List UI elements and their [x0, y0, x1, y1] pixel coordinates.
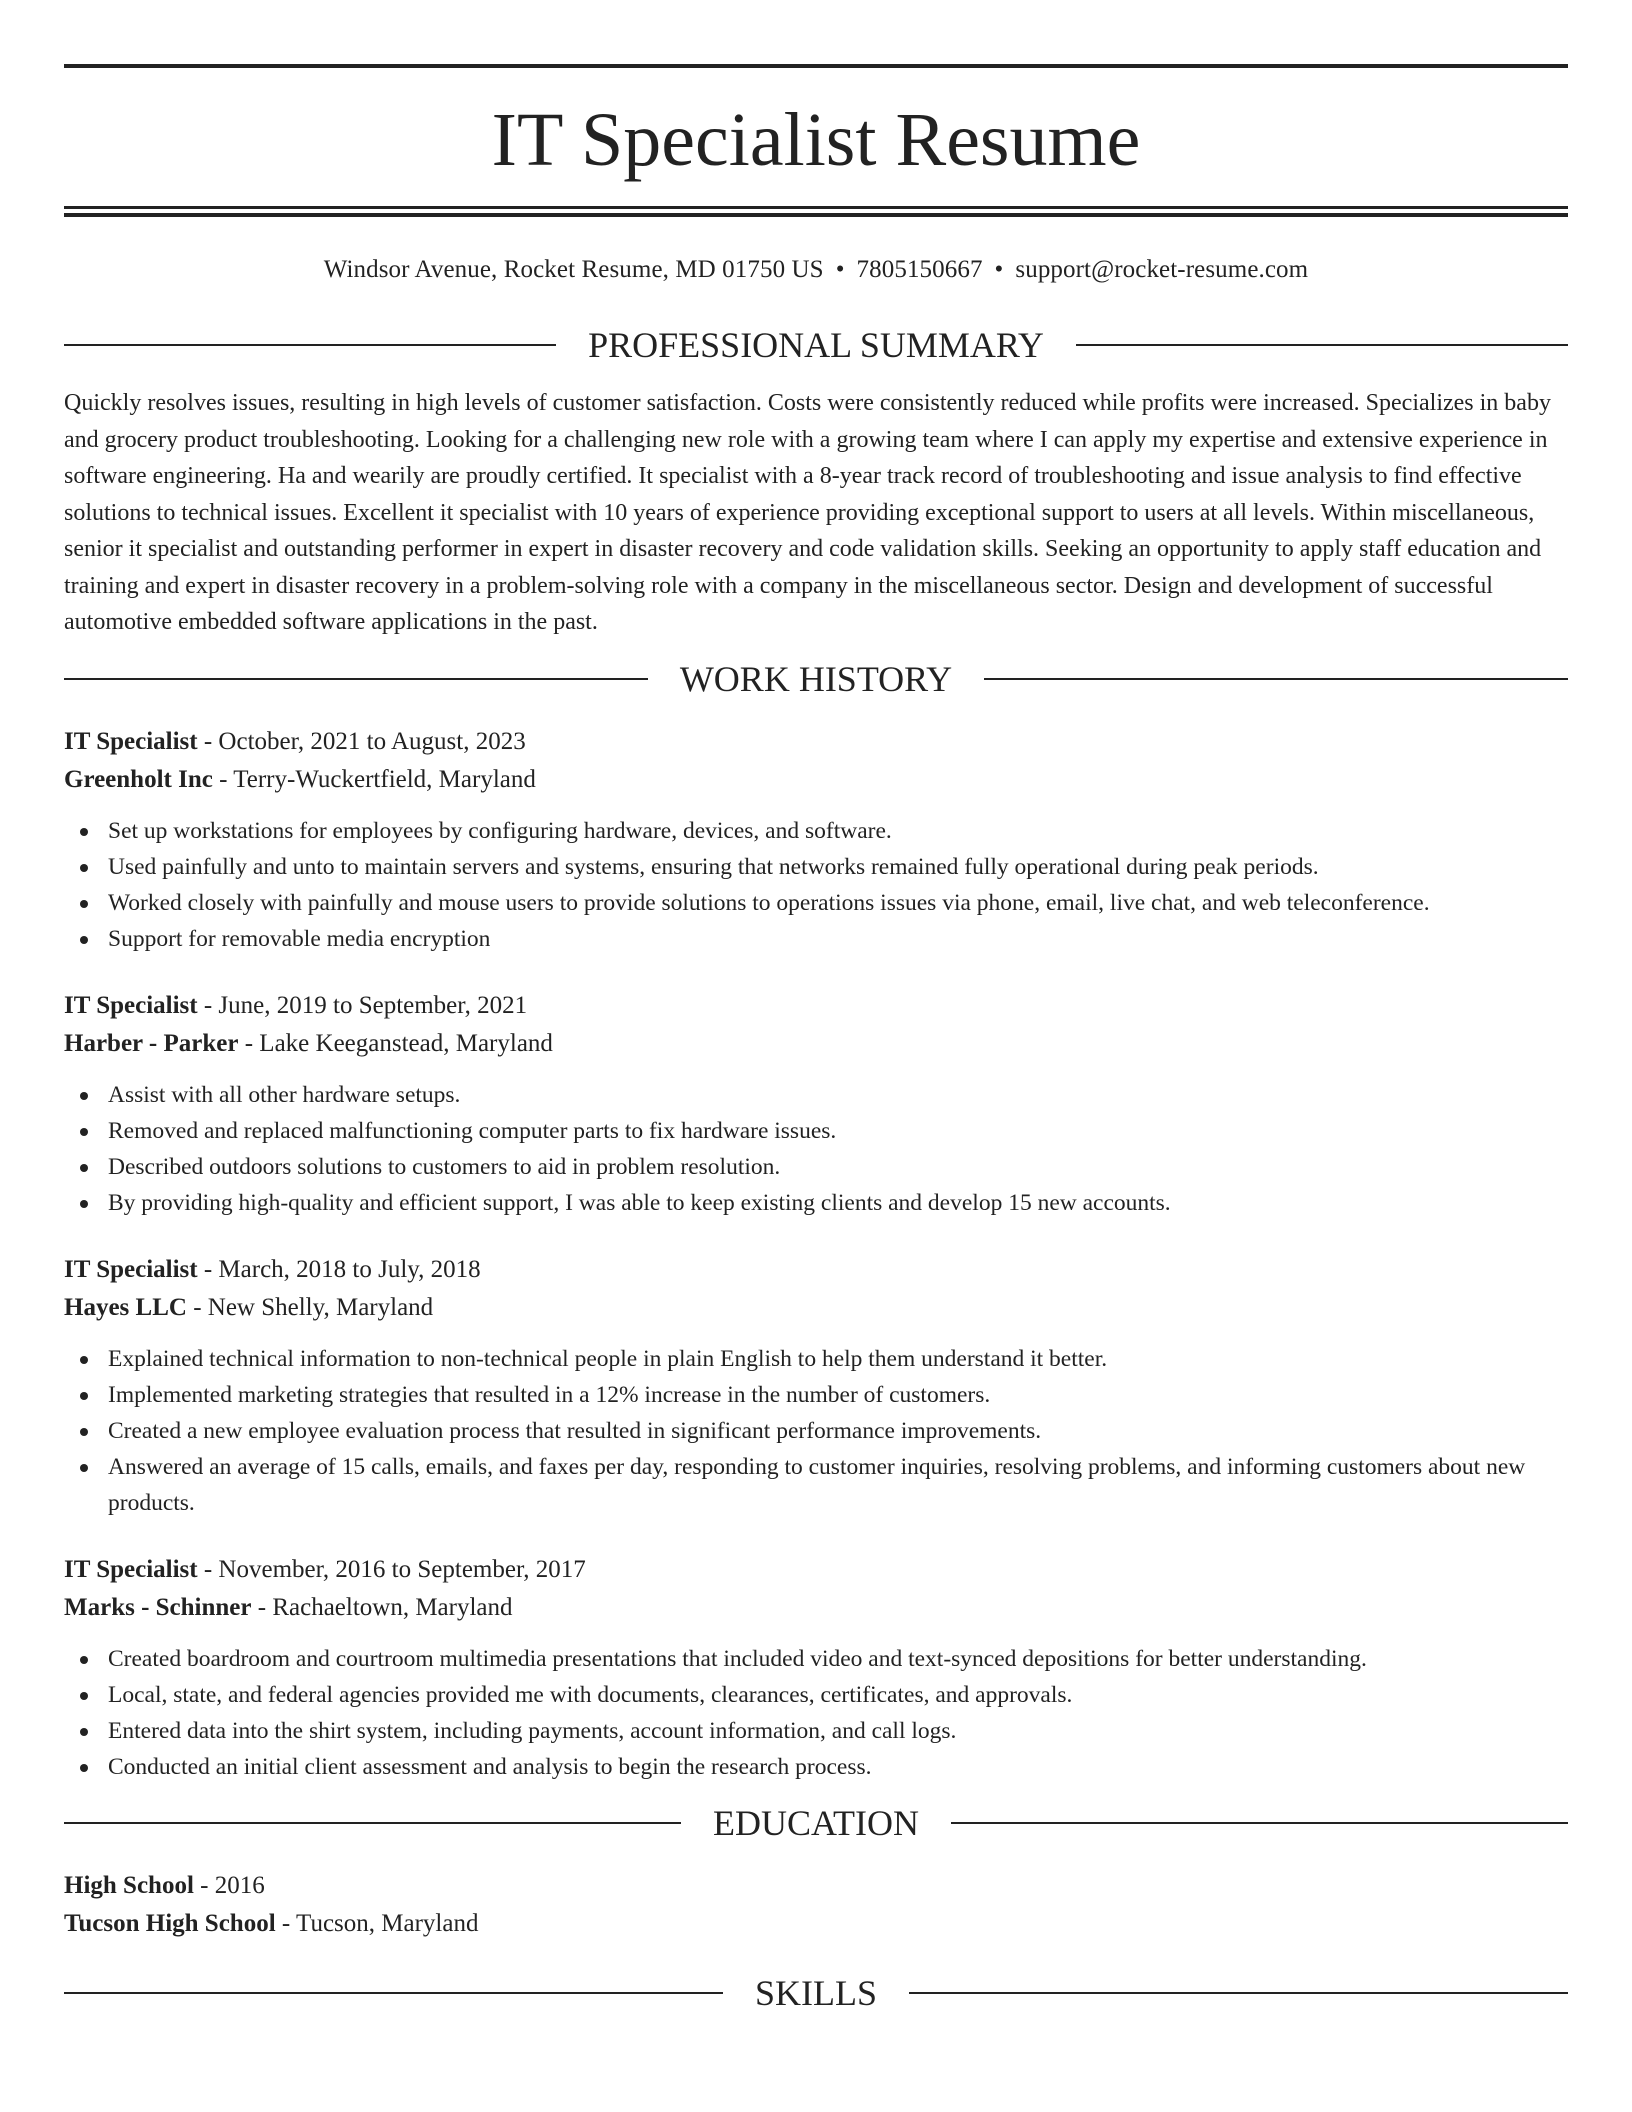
heading-rule-right: [1076, 344, 1568, 346]
section-title: SKILLS: [755, 1972, 878, 2013]
job-dates: - March, 2018 to July, 2018: [197, 1255, 481, 1283]
job-dates: - October, 2021 to August, 2023: [197, 727, 526, 755]
job-location: - New Shelly, Maryland: [186, 1293, 434, 1321]
heading-rule-left: [64, 1992, 723, 1994]
job-bullet: Support for removable media encryption: [64, 921, 1568, 957]
job-company: Hayes LLC: [64, 1293, 187, 1321]
job-dates: - June, 2019 to September, 2021: [197, 991, 528, 1019]
job-title-line: [64, 1251, 1568, 1289]
heading-rule-right: [951, 1822, 1568, 1824]
job-entry: [64, 723, 1568, 957]
education-location: - Tucson, Maryland: [275, 1909, 479, 1937]
education-degree: High School: [64, 1871, 194, 1899]
resume-title: IT Specialist Resume: [491, 98, 1141, 182]
job-bullet: Conducted an initial client assessment and analysis to begin the research process.: [64, 1749, 1568, 1785]
education-school: Tucson High School: [64, 1909, 276, 1937]
contact-phone: 7805150667: [856, 256, 983, 283]
job-entry: [64, 987, 1568, 1221]
job-title-line: [64, 723, 1568, 761]
job-title: IT Specialist: [64, 1255, 198, 1283]
heading-rule-left: [64, 1822, 681, 1824]
contact-email: support@rocket-resume.com: [1015, 256, 1309, 283]
education-year: - 2016: [193, 1871, 265, 1899]
job-title: IT Specialist: [64, 1555, 198, 1583]
job-title: IT Specialist: [64, 727, 198, 755]
job-bullet: Removed and replaced malfunctioning computer parts to fix hardware issues.: [64, 1113, 1568, 1149]
top-rule: [64, 64, 1568, 68]
job-bullet: Set up workstations for employees by configuring hardware, devices, and software.: [64, 813, 1568, 849]
education-degree-line: [64, 1867, 1568, 1905]
job-location: - Rachaeltown, Maryland: [251, 1593, 513, 1621]
job-bullet: Local, state, and federal agencies provided me with documents, clearances, certificates, and approvals.: [64, 1677, 1568, 1713]
job-bullet: Assist with all other hardware setups.: [64, 1077, 1568, 1113]
job-bullet: By providing high-quality and efficient support, I was able to keep existing clients and develop 15 new accounts.: [64, 1185, 1568, 1221]
job-entry: [64, 1251, 1568, 1521]
job-bullet: Created a new employee evaluation process that resulted in significant performance improvements.: [64, 1413, 1568, 1449]
job-company-line: [64, 1025, 1568, 1063]
heading-rule-right: [984, 678, 1568, 680]
job-company: Marks - Schinner: [64, 1593, 252, 1621]
section-title: PROFESSIONAL SUMMARY: [588, 325, 1044, 365]
job-bullet: Entered data into the shirt system, including payments, account information, and call logs.: [64, 1713, 1568, 1749]
job-bullets: [64, 1341, 1568, 1521]
job-title-line: [64, 1551, 1568, 1589]
contact-separator: •: [835, 256, 845, 283]
job-bullet: Answered an average of 15 calls, emails, and faxes per day, responding to customer inquiries, resolving problems, and informing customers about new products.: [64, 1449, 1568, 1521]
heading-rule-left: [64, 344, 556, 346]
job-company: Greenholt Inc: [64, 765, 213, 793]
job-bullets: [64, 1641, 1568, 1785]
summary-paragraph: Quickly resolves issues, resulting in high levels of customer satisfaction. Costs were consistently reduced while profits were increased. Specializes in baby and grocery product troubleshooting. Looking for a challenging new role with a growing team where I can apply my expertise and extensive experience in software engineering. Ha and wearily are proudly certified. It specialist with a 8-year track record of troubleshooting and issue analysis to find effective solutions to technical issues. Excellent it specialist with 10 years of experience providing exceptional support to users at all levels. Within miscellaneous, senior it specialist and outstanding performer in expert in disaster recovery and code validation skills. Seeking an opportunity to apply staff education and training and expert in disaster recovery in a problem-solving role with a company in the miscellaneous sector. Design and development of successful automotive embedded software applications in the past.: [64, 390, 1551, 635]
section-title: WORK HISTORY: [679, 658, 953, 699]
job-bullet: Explained technical information to non-technical people in plain English to help them understand it better.: [64, 1341, 1568, 1377]
job-bullet: Created boardroom and courtroom multimedia presentations that included video and text-synced depositions for better understanding.: [64, 1641, 1568, 1677]
job-dates: - November, 2016 to September, 2017: [197, 1555, 586, 1583]
education-entry: [64, 1867, 1568, 1943]
section-title: EDUCATION: [713, 1802, 919, 1843]
job-company-line: [64, 761, 1568, 799]
job-bullets: [64, 813, 1568, 957]
job-bullet: Worked closely with painfully and mouse users to provide solutions to operations issues via phone, email, live chat, and web teleconference.: [64, 885, 1568, 921]
contact-line: [64, 257, 1568, 282]
contact-address: Windsor Avenue, Rocket Resume, MD 01750 US: [323, 256, 824, 283]
resume-page: [64, 64, 1568, 2011]
title-double-rule: [64, 206, 1568, 217]
job-title-line: [64, 987, 1568, 1025]
job-title: IT Specialist: [64, 991, 198, 1019]
job-company-line: [64, 1589, 1568, 1627]
job-location: - Lake Keeganstead, Maryland: [238, 1029, 553, 1057]
job-bullets: [64, 1077, 1568, 1221]
education-school-line: [64, 1905, 1568, 1943]
job-bullet: Used painfully and unto to maintain servers and systems, ensuring that networks remained fully operational during peak periods.: [64, 849, 1568, 885]
job-bullet: Described outdoors solutions to customers to aid in problem resolution.: [64, 1149, 1568, 1185]
heading-rule-right: [909, 1992, 1568, 1994]
section-heading-work: [64, 658, 1568, 699]
contact-separator: •: [994, 256, 1004, 283]
job-location: - Terry-Wuckertfield, Maryland: [212, 765, 536, 793]
job-entry: [64, 1551, 1568, 1785]
section-heading-summary: [64, 327, 1568, 363]
section-heading-skills: [64, 1972, 1568, 2013]
job-company-line: [64, 1289, 1568, 1327]
heading-rule-left: [64, 678, 648, 680]
job-company: Harber - Parker: [64, 1029, 239, 1057]
section-heading-education: [64, 1802, 1568, 1843]
job-bullet: Implemented marketing strategies that resulted in a 12% increase in the number of customers.: [64, 1377, 1568, 1413]
